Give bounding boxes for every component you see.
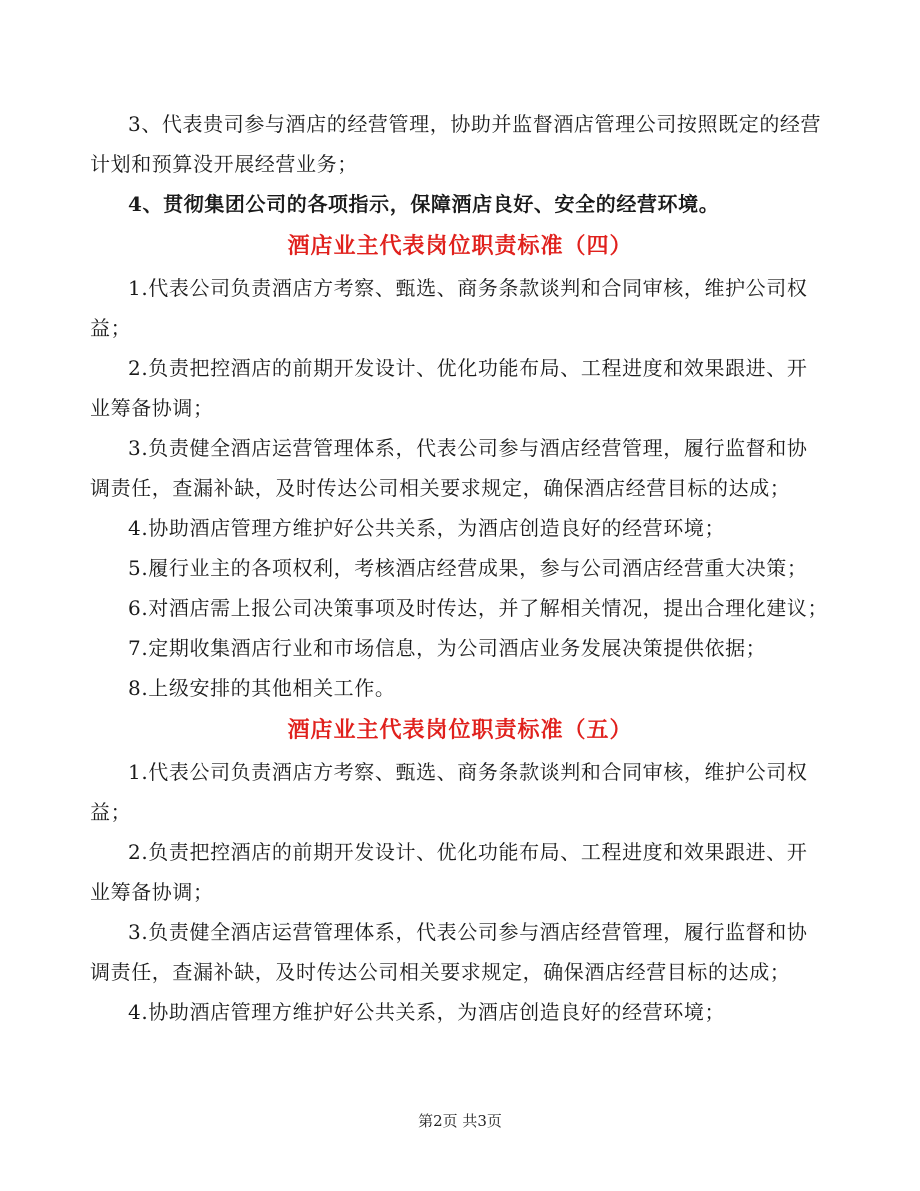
intro-item-3-line-1: 3、代表贵司参与酒店的经营管理，协助并监督酒店管理公司按照既定的经营 [128, 112, 822, 136]
section-5-item-3-line-1: 3.负责健全酒店运营管理体系，代表公司参与酒店经营管理，履行监督和协 [128, 920, 808, 944]
section-5-item-1-line-2: 益； [90, 800, 132, 824]
section-5-title: 酒店业主代表岗位职责标准（五） [287, 717, 633, 743]
intro-item-3-line-2: 计划和预算没开展经营业务； [90, 152, 358, 176]
section-4-item [90, 428, 828, 508]
section-4-list [90, 268, 829, 708]
section-5-list [90, 752, 828, 1032]
section-4-item-6-line-1: 6.对酒店需上报公司决策事项及时传达，并了解相关情况，提出合理化建议； [128, 596, 829, 620]
section-4-item-4-line-1: 4.协助酒店管理方维护好公共关系，为酒店创造良好的经营环境； [128, 516, 726, 540]
section-4-item-1-line-1: 1.代表公司负责酒店方考察、甄选、商务条款谈判和合同审核，维护公司权 [128, 276, 808, 300]
section-5-item-4-line-1: 4.协助酒店管理方维护好公共关系，为酒店创造良好的经营环境； [128, 1000, 726, 1024]
intro-item-4-text: 4、贯彻集团公司的各项指示，保障酒店良好、安全的经营环境。 [128, 192, 720, 216]
section-4-item-3-line-1: 3.负责健全酒店运营管理体系，代表公司参与酒店经营管理，履行监督和协 [128, 436, 808, 460]
section-5-item-2-line-1: 2.负责把控酒店的前期开发设计、优化功能布局、工程进度和效果跟进、开 [128, 840, 808, 864]
section-4-item-2-line-2: 业筹备协调； [90, 396, 214, 420]
document-body [90, 104, 829, 1032]
section-4-item [128, 548, 828, 588]
section-4-item-3-line-2: 调责任，查漏补缺，及时传达公司相关要求规定，确保酒店经营目标的达成； [90, 476, 791, 500]
intro-item-4 [128, 184, 828, 224]
page-number-footer: 第2页 共3页 [418, 1112, 502, 1130]
section-5-item [90, 832, 828, 912]
intro-item-3 [90, 104, 828, 184]
section-4-item-1-line-2: 益； [90, 316, 132, 340]
section-5-item [90, 752, 828, 832]
section-4-item-7-line-1: 7.定期收集酒店行业和市场信息，为公司酒店业务发展决策提供依据； [128, 636, 767, 660]
section-4-item-2-line-1: 2.负责把控酒店的前期开发设计、优化功能布局、工程进度和效果跟进、开 [128, 356, 808, 380]
section-4-item [128, 668, 828, 708]
section-5-item-2-line-2: 业筹备协调； [90, 880, 214, 904]
section-5-item [128, 992, 828, 1032]
section-4-item [128, 588, 828, 628]
section-5-item [90, 912, 828, 992]
section-4-item [90, 348, 828, 428]
section-5-item-1-line-1: 1.代表公司负责酒店方考察、甄选、商务条款谈判和合同审核，维护公司权 [128, 760, 808, 784]
section-4-item [90, 268, 828, 348]
section-4-item [128, 628, 828, 668]
section-4-item [128, 508, 828, 548]
section-4-title: 酒店业主代表岗位职责标准（四） [287, 233, 633, 259]
section-4-item-8-line-1: 8.上级安排的其他相关工作。 [128, 676, 396, 700]
section-4-item-5-line-1: 5.履行业主的各项权利，考核酒店经营成果，参与公司酒店经营重大决策； [128, 556, 808, 580]
section-5-item-3-line-2: 调责任，查漏补缺，及时传达公司相关要求规定，确保酒店经营目标的达成； [90, 960, 791, 984]
